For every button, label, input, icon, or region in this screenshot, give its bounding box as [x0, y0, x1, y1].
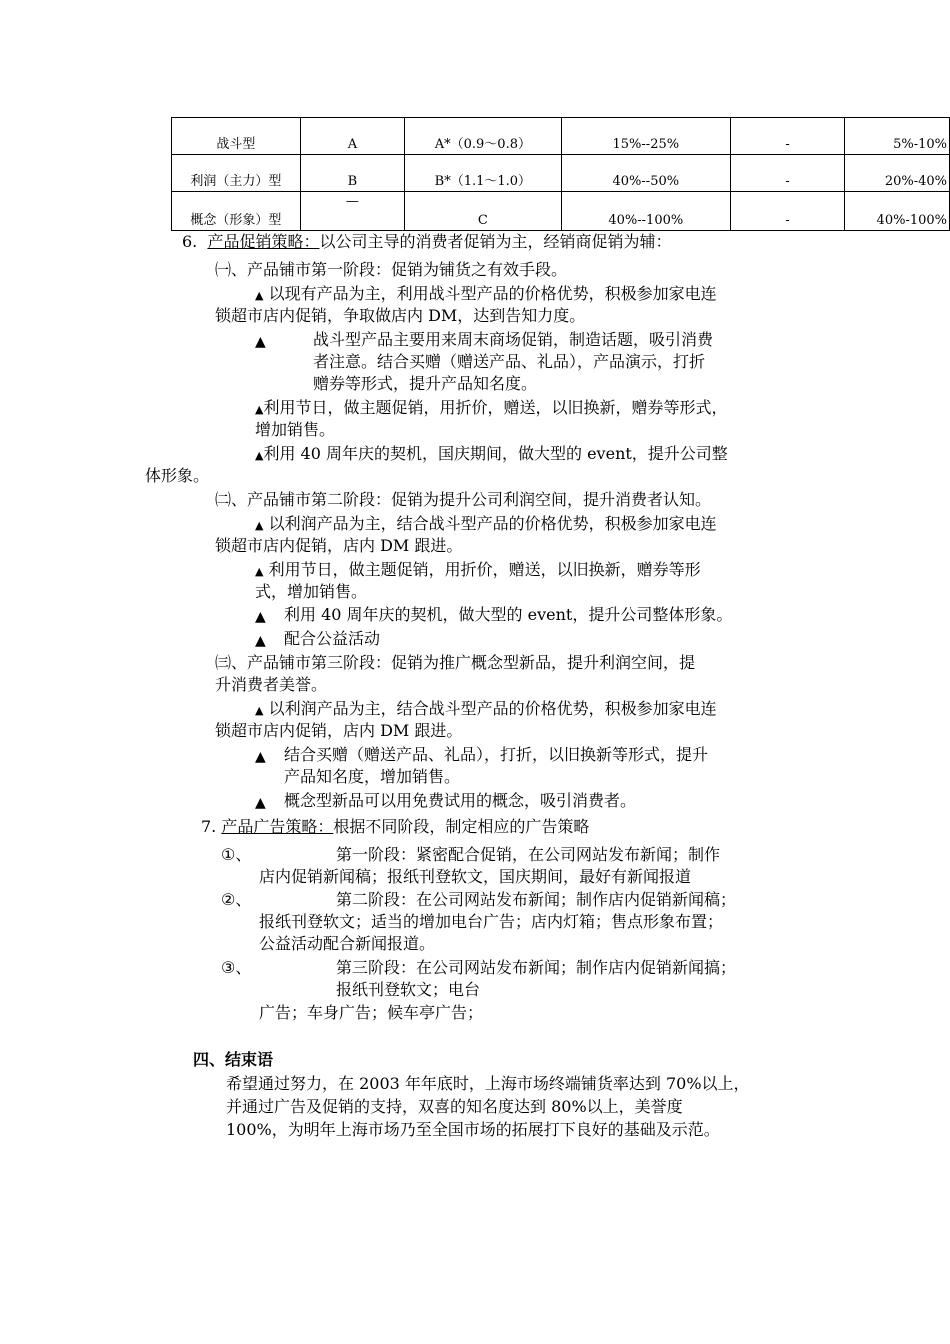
cell-last: 40%-100%: [845, 192, 950, 231]
cell-code: —: [300, 192, 404, 231]
triangle-bullet-icon: ▲: [255, 289, 264, 302]
pricing-table: [171, 117, 950, 231]
bullet-text-cont: 体形象。: [145, 466, 210, 485]
cell-last: 20%-40%: [845, 155, 950, 192]
cell-type: 战斗型: [172, 118, 301, 155]
bullet-line: [255, 513, 717, 537]
item-marker: ②、: [221, 890, 252, 909]
bullet-text-cont: 产品知名度，增加销售。: [284, 767, 461, 786]
triangle-bullet-icon: ▲: [255, 609, 266, 625]
cell-code: A: [300, 118, 404, 155]
bullet-text: 结合买赠（赠送产品、礼品），打折，以旧换新等形式，提升: [284, 745, 709, 764]
bullet-text-cont: 锁超市店内促销，店内 DM 跟进。: [215, 536, 463, 555]
cell-share: 15%--25%: [561, 118, 730, 155]
cell-factor: B*（1.1～1.0）: [405, 155, 562, 192]
bullet-line: [255, 283, 717, 307]
bullet-text-cont: 锁超市店内促销，店内 DM 跟进。: [215, 721, 463, 740]
cell-share: 40%--50%: [561, 155, 730, 192]
cell-factor: C: [405, 192, 562, 231]
conclusion-line: 100%，为明年上海市场乃至全国市场的拓展打下良好的基础及示范。: [226, 1120, 720, 1139]
cell-share: 40%--100%: [561, 192, 730, 231]
bullet-text-cont: 赠券等形式，提升产品知名度。: [313, 374, 538, 393]
bullet-line: [255, 559, 701, 583]
cell-mid: -: [730, 155, 844, 192]
section-7-heading: [201, 816, 589, 838]
bullet-text: 配合公益活动: [284, 629, 381, 648]
phase-3-heading: ㈢、产品铺市第三阶段：促销为推广概念型新品，提升利润空间，提: [215, 653, 696, 672]
item-text-cont: 广告；车身广告；候车亭广告；: [259, 1003, 484, 1022]
phase-2-heading: ㈡、产品铺市第二阶段：促销为提升公司利润空间，提升消费者认知。: [215, 490, 712, 509]
table-row: [172, 118, 950, 155]
bullet-text: 以现有产品为主，利用战斗型产品的价格优势，积极参加家电连: [268, 284, 717, 303]
item-marker: ①、: [221, 845, 252, 864]
bullet-text-cont: 式，增加销售。: [255, 582, 368, 601]
triangle-bullet-icon: ▲: [255, 633, 266, 649]
bullet-text: 战斗型产品主要用来周末商场促销，制造话题，吸引消费: [313, 330, 714, 349]
item-marker: ③、: [221, 958, 252, 977]
item-text: 第三阶段：在公司网站发布新闻；制作店内促销新闻搞；: [336, 958, 737, 977]
bullet-text-cont: 增加销售。: [255, 420, 336, 439]
cell-last: 5%-10%: [845, 118, 950, 155]
item-text-cont: 报纸刊登软文；电台: [336, 980, 481, 999]
triangle-bullet-icon: ▲: [255, 704, 264, 717]
section-number: 7.: [201, 817, 217, 836]
cell-mid: -: [730, 192, 844, 231]
conclusion-line: 希望通过努力，在 2003 年年底时，上海市场终端铺货率达到 70%以上，: [226, 1074, 750, 1093]
cell-mid: -: [730, 118, 844, 155]
bullet-text: 利用 40 周年庆的契机，做大型的 event，提升公司整体形象。: [284, 605, 733, 624]
bullet-text: 以利润产品为主，结合战斗型产品的价格优势，积极参加家电连: [268, 514, 717, 533]
item-text-cont: 公益活动配合新闻报道。: [259, 934, 436, 953]
item-text-cont: 店内促销新闻稿；报纸刊登软文，国庆期间，最好有新闻报道: [259, 867, 692, 886]
section-6-heading: [182, 231, 671, 253]
section-number: 6.: [182, 232, 198, 251]
bullet-text-cont: 锁超市店内促销，争取做店内 DM，达到告知力度。: [215, 306, 586, 325]
cell-factor: A*（0.9～0.8）: [405, 118, 562, 155]
cell-type: 概念（形象）型: [172, 192, 301, 231]
bullet-text: 利用节日，做主题促销，用折价，赠送，以旧换新，赠券等形: [268, 560, 701, 579]
triangle-bullet-icon: ▲: [255, 565, 264, 578]
table-row: [172, 155, 950, 192]
bullet-text: 以利润产品为主，结合战斗型产品的价格优势，积极参加家电连: [268, 699, 717, 718]
bullet-text: 概念型新品可以用免费试用的概念，吸引消费者。: [284, 791, 637, 810]
item-text: 第一阶段：紧密配合促销，在公司网站发布新闻；制作: [336, 845, 721, 864]
bullet-line: [255, 397, 727, 421]
item-text: 第二阶段：在公司网站发布新闻；制作店内促销新闻稿；: [336, 890, 737, 909]
section-title: 产品促销策略：: [207, 232, 320, 251]
cell-type: 利润（主力）型: [172, 155, 301, 192]
triangle-bullet-icon: ▲: [255, 795, 266, 811]
section-title: 产品广告策略：: [221, 817, 334, 836]
table-row: [172, 192, 950, 231]
bullet-text: 利用 40 周年庆的契机，国庆期间，做大型的 event，提升公司整: [263, 444, 728, 463]
triangle-bullet-icon: ▲: [255, 334, 266, 350]
conclusion-line: 并通过广告及促销的支持，双喜的知名度达到 80%以上，美誉度: [226, 1097, 683, 1116]
triangle-bullet-icon: ▲: [255, 519, 264, 532]
bullet-text-cont: 者注意。结合买赠（赠送产品、礼品），产品演示，打折: [313, 352, 706, 371]
triangle-bullet-icon: ▲: [255, 749, 266, 765]
bullet-line: [255, 698, 717, 722]
section-intro: 根据不同阶段，制定相应的广告策略: [333, 817, 590, 836]
triangle-bullet-icon: ▲: [255, 449, 264, 462]
bullet-line: [255, 443, 728, 467]
item-text-cont: 报纸刊登软文；适当的增加电台广告；店内灯箱；售点形象布置；: [259, 912, 724, 931]
phase-3-heading-cont: 升消费者美誉。: [215, 675, 328, 694]
triangle-bullet-icon: ▲: [255, 403, 264, 416]
bullet-text: 利用节日，做主题促销，用折价，赠送，以旧换新，赠券等形式，: [263, 398, 728, 417]
cell-code: B: [300, 155, 404, 192]
phase-1-heading: ㈠、产品铺市第一阶段：促销为铺货之有效手段。: [215, 260, 568, 279]
section-intro: 以公司主导的消费者促销为主，经销商促销为辅：: [319, 232, 672, 251]
conclusion-heading: 四、结束语: [193, 1050, 274, 1069]
